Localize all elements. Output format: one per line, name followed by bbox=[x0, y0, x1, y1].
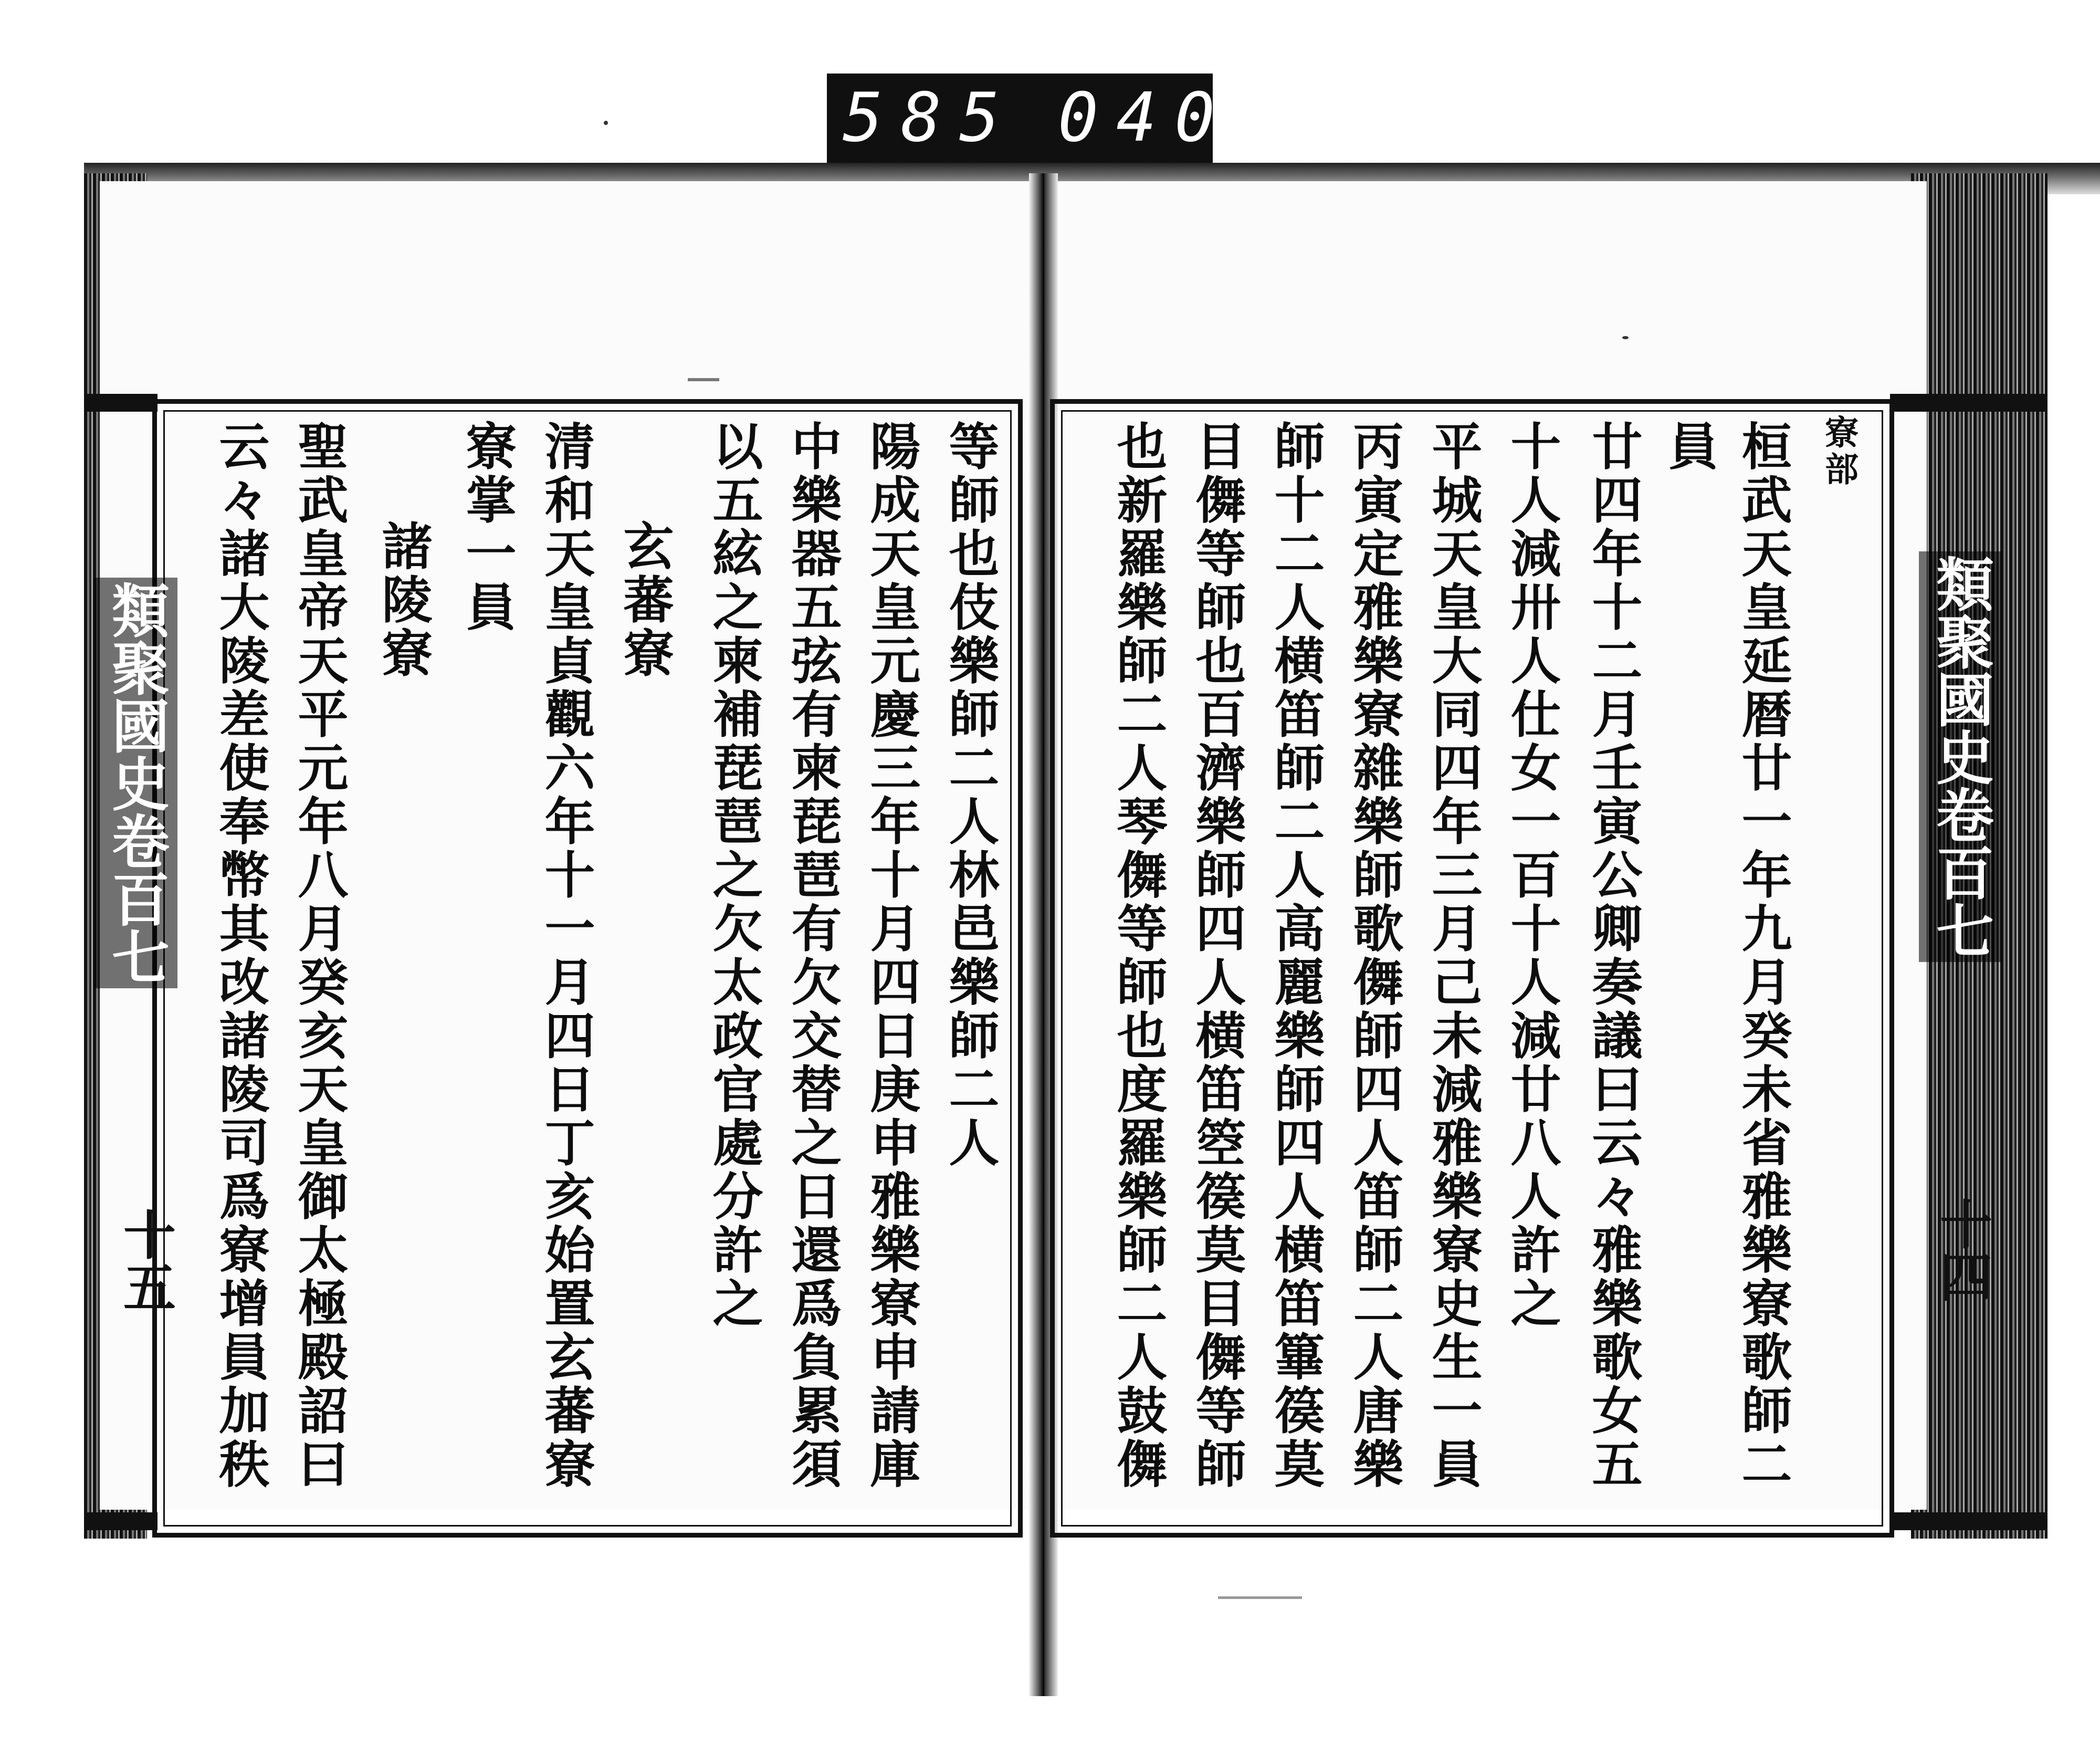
left-edge-band-top bbox=[84, 394, 158, 412]
frame-number-label bbox=[827, 74, 1292, 163]
right-edge-band-top bbox=[1890, 394, 2048, 412]
reel-number: 585 bbox=[843, 79, 1018, 157]
left-col-1: 等師也伎樂師二人林邑樂師二人 bbox=[941, 420, 1000, 1170]
right-col-7: 丙寅定雅樂寮雜樂師歌儛師四人笛師二人唐樂 bbox=[1345, 420, 1404, 1491]
right-edge-band-bottom bbox=[1890, 1512, 2048, 1530]
left-page-folio: 十五 bbox=[114, 1208, 176, 1313]
scan-speck bbox=[688, 378, 719, 381]
right-col-10: 也新羅樂師二人琴儛等師也度羅樂師二人鼓儛 bbox=[1109, 420, 1168, 1491]
right-col-3: 員 bbox=[1660, 420, 1719, 474]
left-col-2: 陽成天皇元慶三年十月四日庚申雅樂寮申請庫 bbox=[862, 420, 921, 1491]
right-col-5: 十人減卅人仕女一百十人減廿八人許之 bbox=[1503, 420, 1562, 1331]
left-col-5-heading: 玄蕃寮 bbox=[615, 520, 675, 681]
right-col-8: 師十二人横笛師二人高麗樂師四人横笛篳篌莫 bbox=[1266, 420, 1326, 1491]
left-col-4: 以五絃之柬補琵琶之欠太政官處分許之 bbox=[705, 420, 764, 1331]
left-page-margin-title: 類聚國史卷百七 bbox=[94, 578, 177, 988]
scan-speck bbox=[1622, 336, 1629, 339]
left-col-6: 清和天皇貞觀六年十一月四日丁亥始置玄蕃寮 bbox=[537, 420, 596, 1491]
scan-speck bbox=[604, 121, 608, 125]
right-page-folio: 十四 bbox=[1931, 1197, 1993, 1302]
right-col-2: 桓武天皇延暦廿一年九月癸未省雅樂寮歌師二 bbox=[1734, 420, 1793, 1491]
left-col-9: 聖武皇帝天平元年八月癸亥天皇御太極殿詔曰 bbox=[290, 420, 349, 1491]
right-page-margin-title: 類聚國史卷百七 bbox=[1919, 551, 2002, 962]
scan-speck bbox=[1218, 1596, 1302, 1599]
left-edge-band-bottom bbox=[84, 1512, 158, 1530]
right-col-9: 目儛等師也百濟樂師四人横笛箜篌莫目儛等師 bbox=[1188, 420, 1247, 1491]
right-col-4: 廿四年十二月壬寅公卿奏議曰云々雅樂歌女五 bbox=[1584, 420, 1643, 1491]
left-col-10: 云々諸大陵差使奉幣其改諸陵司爲寮增員加秩 bbox=[211, 420, 270, 1491]
frame-number: 040. bbox=[1058, 79, 1292, 157]
left-col-3: 中樂器五弦有柬琵琶有欠交替之日還爲負累須 bbox=[783, 420, 843, 1491]
right-col-1: 寮部 bbox=[1819, 415, 1858, 488]
left-col-8-heading: 諸陵寮 bbox=[374, 520, 433, 681]
right-col-6: 平城天皇大同四年三月己未減雅樂寮史生一員 bbox=[1424, 420, 1483, 1491]
left-col-7: 寮掌一員 bbox=[458, 420, 517, 634]
